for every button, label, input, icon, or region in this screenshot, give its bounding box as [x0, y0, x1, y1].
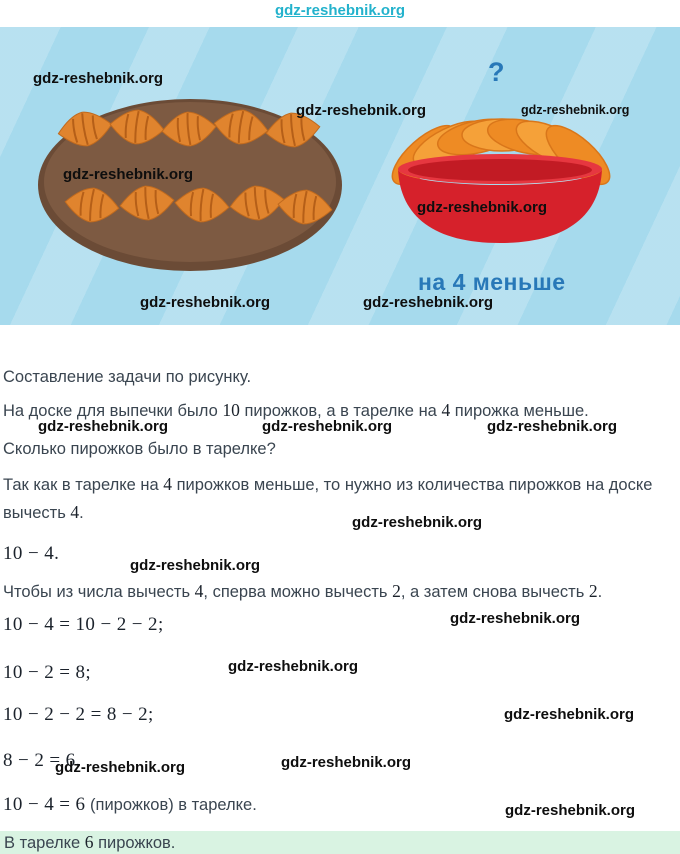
answer-band	[0, 831, 680, 854]
watermark: gdz-reshebnik.org	[274, 2, 405, 19]
text-fragment: Чтобы из числа вычесть	[3, 583, 195, 601]
watermark: gdz-reshebnik.org	[38, 418, 169, 435]
watermark: gdz-reshebnik.org	[63, 166, 194, 183]
text-fragment: .	[597, 583, 603, 601]
math-fragment: 10	[222, 400, 240, 420]
top-watermark-bar	[0, 0, 680, 27]
watermark: gdz-reshebnik.org	[417, 199, 548, 216]
solution-line	[3, 542, 675, 566]
watermark: gdz-reshebnik.org	[521, 103, 630, 117]
text-fragment: (пирожков) в тарелке.	[85, 796, 257, 814]
text-fragment: Так как в тарелке на	[3, 476, 164, 494]
math-fragment: 4	[163, 474, 172, 494]
solution-line	[3, 471, 675, 527]
text-fragment: пирожка меньше.	[450, 402, 589, 420]
watermark: gdz-reshebnik.org	[296, 102, 427, 119]
text-fragment: Сколько пирожков было в тарелке?	[3, 440, 276, 458]
answer-text	[4, 832, 175, 853]
watermark: gdz-reshebnik.org	[140, 294, 271, 311]
caption-na-4-menshe: на 4 меньше	[418, 269, 566, 295]
solution-line	[3, 578, 675, 606]
text-fragment: пирожков меньше, то нужно из количества пирожков на доске вычесть	[3, 476, 653, 522]
math-fragment: 10 − 4 = 6	[3, 794, 86, 815]
text-fragment: .	[79, 504, 84, 522]
math-fragment: 4	[194, 581, 204, 601]
question-mark: ?	[488, 57, 505, 87]
math-fragment: 8 − 2 = 6.	[3, 750, 81, 771]
watermark: gdz-reshebnik.org	[130, 557, 261, 574]
watermark: gdz-reshebnik.org	[352, 514, 483, 531]
text-fragment: , сперва можно вычесть	[203, 583, 393, 601]
text-fragment: Составление задачи по рисунку.	[3, 368, 252, 386]
math-fragment: 2	[392, 581, 401, 601]
math-fragment: 10 − 2 − 2 = 8 − 2;	[3, 704, 154, 725]
solution-line	[3, 436, 675, 463]
watermark: gdz-reshebnik.org	[504, 706, 635, 723]
solution-line	[3, 364, 675, 391]
watermark: gdz-reshebnik.org	[55, 759, 186, 776]
watermark: gdz-reshebnik.org	[487, 418, 618, 435]
watermark: gdz-reshebnik.org	[33, 70, 164, 87]
watermark: gdz-reshebnik.org	[262, 418, 393, 435]
text-fragment: , а затем снова вычесть	[400, 583, 589, 601]
math-fragment: 10 − 4.	[3, 543, 60, 564]
text-fragment: В тарелке	[4, 834, 85, 852]
math-fragment: 4	[70, 502, 80, 522]
math-fragment: 10 − 2 = 8;	[3, 662, 92, 683]
text-fragment: пирожков, а в тарелке на	[239, 402, 442, 420]
watermark: gdz-reshebnik.org	[450, 610, 581, 627]
math-fragment: 4	[441, 400, 451, 420]
watermark: gdz-reshebnik.org	[505, 802, 636, 819]
watermark: gdz-reshebnik.org	[363, 294, 494, 311]
math-fragment: 6	[84, 832, 94, 852]
math-fragment: 2	[588, 581, 598, 601]
text-fragment: пирожков.	[93, 834, 176, 852]
text-fragment: На доске для выпечки было	[3, 402, 223, 420]
watermark: gdz-reshebnik.org	[281, 754, 412, 771]
math-fragment: 10 − 4 = 10 − 2 − 2;	[3, 614, 164, 635]
watermark: gdz-reshebnik.org	[228, 658, 359, 675]
